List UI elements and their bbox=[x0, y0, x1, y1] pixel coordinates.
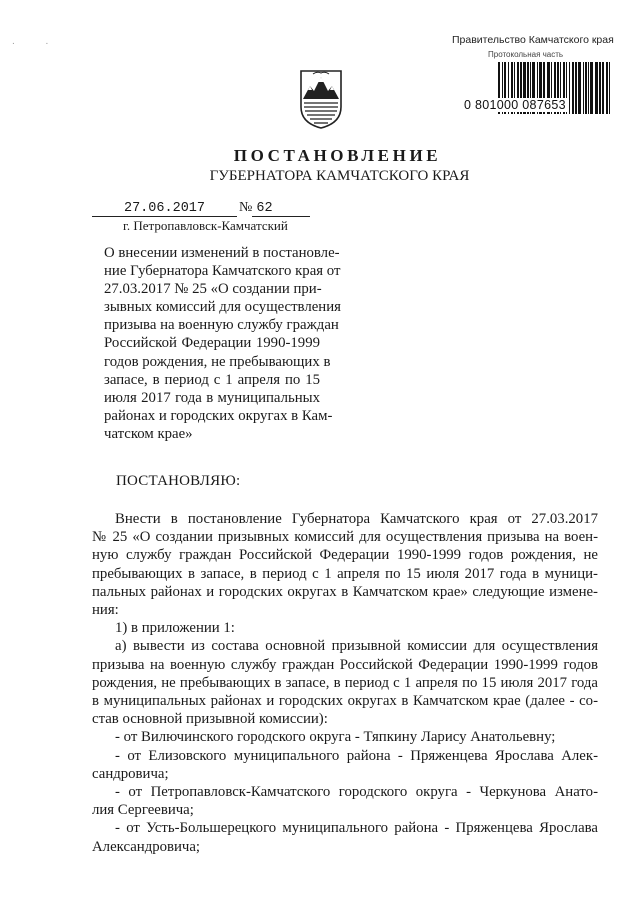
barcode-bar bbox=[578, 62, 581, 114]
number-label: № bbox=[239, 200, 253, 215]
subject-line: Российской Федерации 1990-1999 bbox=[104, 335, 320, 352]
body-line: став основной призывной комиссии): bbox=[92, 711, 328, 728]
subject-line: 27.03.2017 № 25 «О создании при- bbox=[104, 281, 322, 298]
barcode-bar bbox=[590, 62, 593, 114]
subject-line: июля 2017 года в муниципальных bbox=[104, 389, 320, 406]
body-line: № 25 «О создании призывных комиссий для осуществления призыва на воен- bbox=[92, 529, 598, 546]
subject-line: зывных комиссий для осуществления bbox=[104, 299, 341, 316]
document-title: ПОСТАНОВЛЕНИЕ bbox=[233, 146, 442, 165]
barcode-bar bbox=[575, 62, 577, 114]
coat-of-arms-emblem bbox=[299, 69, 343, 129]
subject-line: призыва на военную службу граждан bbox=[104, 317, 339, 334]
body-line: а) вывести из состава основной призывной комиссии для осуществления bbox=[115, 638, 598, 655]
body-line: пальных районах и городских округах в Камчатском крае» следующие измене- bbox=[92, 583, 598, 600]
body-line: рождения, не пребывающих в запасе, в период с 1 апреля по 15 июля 2017 года bbox=[92, 674, 598, 691]
barcode-bar bbox=[609, 62, 610, 114]
barcode-bar bbox=[599, 62, 601, 114]
body-line: - от Вилючинского городского округа - Тяпкину Ларису Анатольевну; bbox=[115, 729, 556, 746]
body-line: ния: bbox=[92, 602, 119, 619]
barcode-bar bbox=[585, 62, 587, 114]
body-line: лия Сергеевича; bbox=[92, 802, 194, 819]
barcode-number: 0 801000 087653 bbox=[464, 98, 566, 112]
barcode-bar bbox=[572, 62, 574, 114]
body-line: - от Усть-Большерецкого муниципального района - Пряженцева Ярослава bbox=[115, 820, 598, 837]
body-line: сандровича; bbox=[92, 765, 169, 782]
barcode-bar bbox=[595, 62, 598, 114]
subject-line: чатском крае» bbox=[104, 425, 193, 442]
document-number: 62 bbox=[252, 201, 310, 217]
subject-line: ние Губернатора Камчатского края от bbox=[104, 263, 341, 280]
body-line: 1) в приложении 1: bbox=[115, 620, 235, 637]
stamp-organization: Правительство Камчатского края bbox=[452, 34, 614, 46]
registration-stamp bbox=[440, 34, 620, 114]
subject-line: О внесении изменений в постановле- bbox=[104, 245, 340, 261]
body-line: - от Елизовского муниципального района - Пряженцева Ярослава Алек- bbox=[115, 747, 598, 764]
stamp-subtitle: Протокольная часть bbox=[488, 50, 564, 59]
margin-marks: . . bbox=[12, 36, 63, 47]
body-line: ную службу граждан Российской Федерации 1990-1999 годов рождения, не bbox=[92, 547, 598, 564]
document-subtitle: ГУБЕРНАТОРА КАМЧАТСКОГО КРАЯ bbox=[209, 168, 470, 184]
body-line: Внести в постановление Губернатора Камчатского края от 27.03.2017 bbox=[115, 511, 598, 527]
barcode-bar bbox=[569, 62, 570, 114]
document-date: 27.06.2017 bbox=[92, 201, 237, 217]
barcode-bar bbox=[606, 62, 608, 114]
body-line: призыва на военную службу граждан Российской Федерации 1990-1999 годов bbox=[92, 656, 598, 673]
document-body bbox=[92, 510, 598, 856]
subject-line: районах и городских округах в Кам- bbox=[104, 407, 333, 424]
subject-line: запасе, в период с 1 апреля по 15 bbox=[104, 371, 320, 388]
date-number-line bbox=[92, 200, 310, 217]
barcode-bar bbox=[588, 62, 589, 114]
document-city: г. Петропавловск-Камчатский bbox=[123, 218, 288, 233]
body-line: в муниципальных районах и городских округах в Камчатском крае (далее - со- bbox=[92, 693, 598, 710]
body-line: Александровича; bbox=[92, 838, 201, 855]
body-line: - от Петропавловск-Камчатского городского округа - Черкунова Анато- bbox=[115, 784, 598, 801]
decree-heading: ПОСТАНОВЛЯЮ: bbox=[116, 473, 241, 489]
subject-line: годов рождения, не пребывающих в bbox=[104, 353, 331, 370]
document-subject bbox=[104, 244, 341, 443]
barcode-bar bbox=[583, 62, 584, 114]
body-line: пребывающих в запасе, в период с 1 апреля по 15 июля 2017 года в муници- bbox=[92, 565, 598, 582]
barcode-bar bbox=[602, 62, 604, 114]
